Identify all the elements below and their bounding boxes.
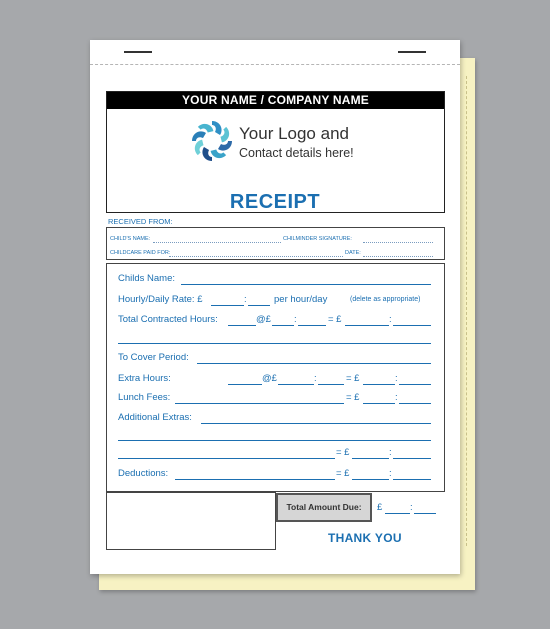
rate-note: (delete as appropriate) xyxy=(350,296,421,303)
extra-total-pence-input[interactable] xyxy=(399,384,431,385)
lunch-total-pounds-input[interactable] xyxy=(363,403,395,404)
rate-unit: per hour/day xyxy=(274,294,328,305)
logo-text-line1: Your Logo and xyxy=(239,124,349,143)
contracted-colon: : xyxy=(294,314,297,325)
notes-box[interactable] xyxy=(106,492,276,550)
company-name: YOUR NAME / COMPANY NAME xyxy=(107,92,444,109)
additional-total-pounds-input[interactable] xyxy=(352,458,389,459)
childcare-paid-line[interactable] xyxy=(169,256,343,257)
additional-total-colon: : xyxy=(389,447,392,458)
contracted-total-colon: : xyxy=(389,314,392,325)
rate-label: Hourly/Daily Rate: £ xyxy=(118,294,203,305)
date-label: DATE: xyxy=(345,250,361,256)
extra-rate-pounds-input[interactable] xyxy=(278,384,314,385)
childs-name-label: CHILD'S NAME: xyxy=(110,236,151,242)
childs-name-input[interactable] xyxy=(181,284,431,285)
lunch-fees-input[interactable] xyxy=(175,403,344,404)
extra-equals: = £ xyxy=(346,373,360,384)
rate-pounds-input[interactable] xyxy=(211,305,244,306)
total-pounds-input[interactable] xyxy=(385,513,410,514)
rate-separator: : xyxy=(244,294,247,305)
deductions-total-pounds-input[interactable] xyxy=(352,479,389,480)
lunch-equals: = £ xyxy=(346,392,360,403)
extra-at-pound: @£ xyxy=(262,373,277,384)
cover-period-label: To Cover Period: xyxy=(118,352,189,363)
received-from-box xyxy=(106,227,445,260)
contracted-rate-pounds-input[interactable] xyxy=(272,325,294,326)
date-line[interactable] xyxy=(363,256,433,257)
contracted-at-pound: @£ xyxy=(256,314,271,325)
additional-total-pence-input[interactable] xyxy=(393,458,431,459)
contracted-extra-line[interactable] xyxy=(118,343,431,344)
additional-extras-label: Additional Extras: xyxy=(118,412,192,423)
receipt-details-box xyxy=(106,263,445,492)
extra-rate-pence-input[interactable] xyxy=(318,384,344,385)
additional-extras-input[interactable] xyxy=(201,423,431,424)
childs-name-line[interactable] xyxy=(153,242,281,243)
received-from-label: RECEIVED FROM: xyxy=(108,217,173,226)
contracted-total-pence-input[interactable] xyxy=(393,325,431,326)
binding-mark-left xyxy=(124,51,152,53)
cover-period-input[interactable] xyxy=(197,363,431,364)
contracted-equals: = £ xyxy=(328,314,342,325)
extra-hours-input[interactable] xyxy=(228,384,262,385)
additional-extras-line-2[interactable] xyxy=(118,440,431,441)
receipt-title: RECEIPT xyxy=(229,191,321,213)
deductions-total-pence-input[interactable] xyxy=(393,479,431,480)
total-pound-sign: £ xyxy=(377,502,383,513)
contracted-hours-label: Total Contracted Hours: xyxy=(118,314,218,325)
extra-total-pounds-input[interactable] xyxy=(363,384,395,385)
childs-name-field-label: Childs Name: xyxy=(118,273,176,284)
contracted-total-pounds-input[interactable] xyxy=(345,325,389,326)
total-pence-input[interactable] xyxy=(414,513,436,514)
additional-equals: = £ xyxy=(336,447,350,458)
signature-line[interactable] xyxy=(363,242,433,243)
deductions-equals: = £ xyxy=(336,468,350,479)
swirl-logo-icon xyxy=(189,118,235,164)
childcare-paid-label: CHILDCARE PAID FOR: xyxy=(110,250,171,256)
additional-extras-line-3[interactable] xyxy=(118,458,335,459)
deductions-label: Deductions: xyxy=(118,468,169,479)
contracted-rate-pence-input[interactable] xyxy=(298,325,326,326)
lunch-total-pence-input[interactable] xyxy=(399,403,431,404)
binding-mark-right xyxy=(398,51,426,53)
logo-area xyxy=(189,118,439,164)
thank-you-text: THANK YOU xyxy=(328,531,402,545)
receipt-page xyxy=(90,40,460,574)
carbon-perforation xyxy=(466,76,467,546)
lunch-fees-label: Lunch Fees: xyxy=(118,392,171,403)
total-colon: : xyxy=(410,502,413,513)
extra-hours-label: Extra Hours: xyxy=(118,373,171,384)
perforation-line xyxy=(90,64,460,65)
logo-text-line2: Contact details here! xyxy=(239,146,354,160)
total-amount-label: Total Amount Due: xyxy=(276,493,372,522)
extra-total-colon: : xyxy=(395,373,398,384)
deductions-total-colon: : xyxy=(389,468,392,479)
lunch-total-colon: : xyxy=(395,392,398,403)
deductions-input[interactable] xyxy=(175,479,335,480)
rate-pence-input[interactable] xyxy=(248,305,270,306)
extra-colon: : xyxy=(314,373,317,384)
contracted-hours-input[interactable] xyxy=(228,325,256,326)
signature-label: CHILMINDER SIGNATURE: xyxy=(283,236,352,242)
